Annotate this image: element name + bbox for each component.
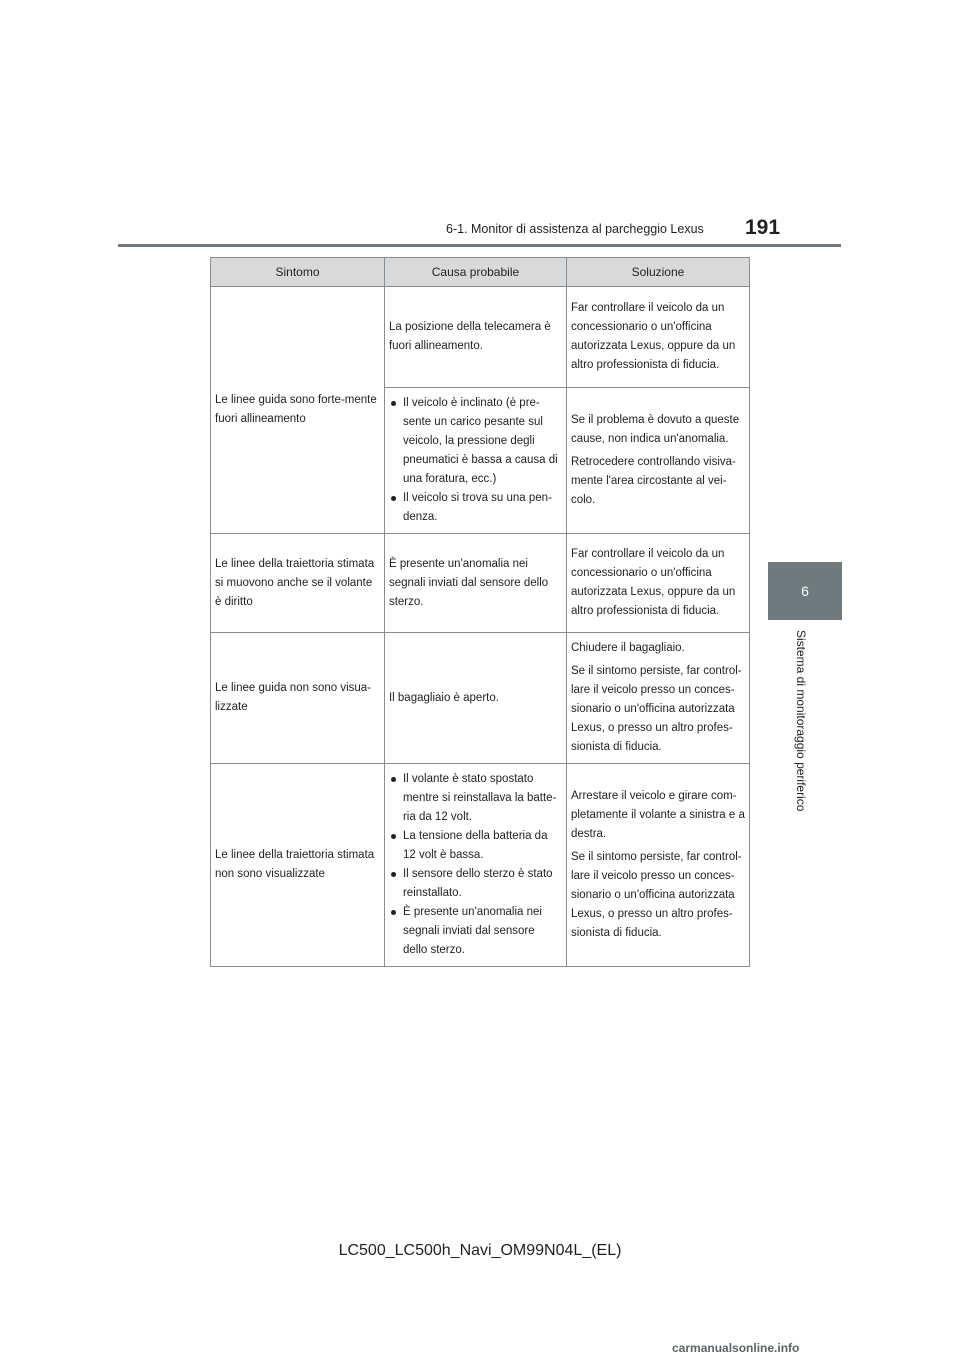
chapter-number: 6 <box>801 583 809 599</box>
table-header-row <box>211 258 750 287</box>
solution-paragraph: Se il sintomo persiste, far control-lare il veicolo presso un conces-sionario o un'officina autorizzata Lexus, o presso un altro profes-sionista di fiducia. <box>570 851 742 939</box>
watermark: carmanualsonline.info <box>672 1341 800 1355</box>
document-code: LC500_LC500h_Navi_OM99N04L_(EL) <box>338 1242 622 1259</box>
chapter-title: Sistema di monitoraggio periferico <box>794 630 808 812</box>
section-title: 6-1. Monitor di assistenza al parcheggio Lexus <box>446 222 704 236</box>
solution-cell <box>566 764 749 967</box>
solution-paragraph: Se il sintomo persiste, far control-lare il veicolo presso un conces-sionario o un'officina autorizzata Lexus, o presso un altro profes-sionista di fiducia. <box>570 665 742 753</box>
solution-paragraph: Se il problema è dovuto a queste cause, non indica un'anomalia. <box>570 414 740 445</box>
troubleshooting-table <box>210 257 750 967</box>
list-item: Il veicolo è inclinato (è pre-sente un carico pesante sul veicolo, la pressione degli pneumatici è bassa a causa di una foratura, ecc.) <box>389 394 562 489</box>
cause-cell: La posizione della telecamera è fuori allineamento. <box>384 287 566 388</box>
page-number: 191 <box>745 216 781 239</box>
solution-cell <box>566 534 749 633</box>
cause-list <box>389 394 562 527</box>
header-divider <box>118 244 841 247</box>
list-item: La tensione della batteria da 12 volt è bassa. <box>389 827 562 865</box>
cause-cell <box>384 764 566 967</box>
list-item: È presente un'anomalia nei segnali inviati dal sensore dello sterzo. <box>389 903 562 960</box>
column-header-solution: Soluzione <box>566 258 749 287</box>
cause-cell: Il bagagliaio è aperto. <box>384 633 566 764</box>
column-header-symptom: Sintomo <box>211 258 385 287</box>
cause-list <box>389 770 562 960</box>
list-item: Il sensore dello sterzo è stato reinstallato. <box>389 865 562 903</box>
list-item: Il volante è stato spostato mentre si reinstallava la batte-ria da 12 volt. <box>389 770 562 827</box>
table-row <box>211 764 750 967</box>
list-item: Il veicolo si trova su una pen-denza. <box>389 489 562 527</box>
symptom-cell: Le linee della traiettoria stimata si muovono anche se il volante è diritto <box>211 534 385 633</box>
cause-cell: È presente un'anomalia nei segnali inviati dal sensore dello sterzo. <box>384 534 566 633</box>
solution-paragraph: Retrocedere controllando visiva-mente l'area circostante al vei-colo. <box>570 456 736 506</box>
solution-paragraph: Chiudere il bagagliaio. <box>570 642 685 654</box>
solution-cell <box>566 633 749 764</box>
symptom-cell: Le linee guida sono forte-mente fuori allineamento <box>211 287 385 534</box>
table-row <box>211 633 750 764</box>
symptom-cell: Le linee della traiettoria stimata non sono visualizzate <box>211 764 385 967</box>
cause-cell <box>384 388 566 534</box>
solution-cell <box>566 388 749 534</box>
symptom-cell: Le linee guida non sono visua-lizzate <box>211 633 385 764</box>
solution-paragraph: Far controllare il veicolo da un concessionario o un'officina autorizzata Lexus, oppure da un altro professionista di fiducia. <box>570 302 736 371</box>
solution-cell <box>566 287 749 388</box>
solution-paragraph: Far controllare il veicolo da un concessionario o un'officina autorizzata Lexus, oppure da un altro professionista di fiducia. <box>570 548 736 617</box>
table-row <box>211 287 750 388</box>
table-row <box>211 534 750 633</box>
solution-paragraph: Arrestare il veicolo e girare com-pletamente il volante a sinistra e a destra. <box>570 790 745 840</box>
chapter-tab[interactable] <box>768 562 842 620</box>
column-header-cause: Causa probabile <box>384 258 566 287</box>
